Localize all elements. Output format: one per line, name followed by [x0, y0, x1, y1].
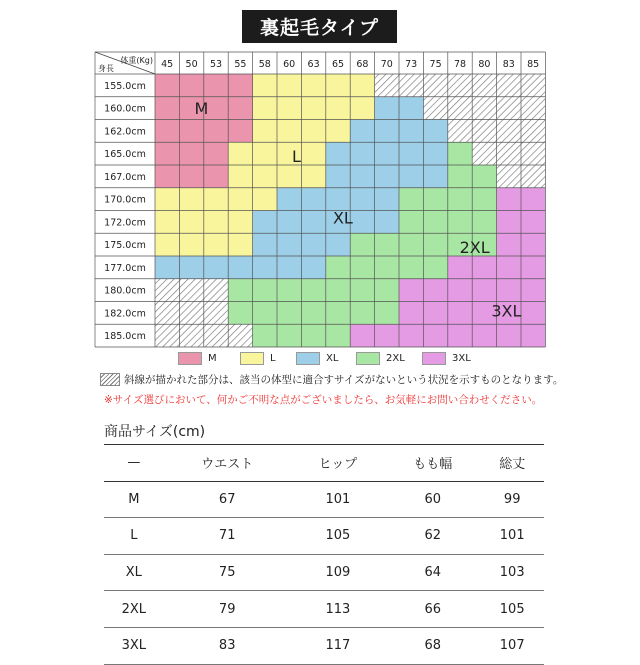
- size-cell: [301, 142, 325, 165]
- hatched-note-text: 斜線が描かれた部分は、該当の体型に適合すサイズがないという状況を示すものとなります。: [124, 374, 564, 386]
- size-cell: [228, 211, 252, 234]
- table-cell: 113: [291, 591, 385, 628]
- size-cell: [326, 165, 350, 188]
- table-cell: 105: [480, 591, 544, 628]
- size-cell: [326, 302, 350, 325]
- size-cell: [155, 142, 179, 165]
- size-cell: [155, 233, 179, 256]
- size-cell: [423, 211, 447, 234]
- size-region-label: L: [292, 146, 301, 166]
- size-cell: [472, 188, 496, 211]
- table-cell: 101: [480, 518, 544, 555]
- weight-axis-label: 体重(Kg): [120, 56, 153, 65]
- table-cell: 66: [385, 591, 480, 628]
- size-cell: [326, 74, 350, 97]
- size-cell: [350, 74, 374, 97]
- table-header-cell: もも幅: [385, 445, 480, 482]
- size-region-label: 3XL: [491, 301, 522, 321]
- table-cell: M: [104, 481, 164, 518]
- size-cell: [521, 302, 545, 325]
- size-cell: [497, 211, 521, 234]
- hatched-cell: [448, 97, 472, 120]
- size-cell: [423, 120, 447, 143]
- legend-swatch: [178, 352, 202, 365]
- weight-header: 60: [283, 59, 296, 70]
- weight-header: 68: [356, 59, 369, 70]
- size-cell: [448, 211, 472, 234]
- hatched-cell: [521, 74, 545, 97]
- size-cell: [204, 74, 228, 97]
- size-cell: [350, 302, 374, 325]
- size-cell: [375, 279, 399, 302]
- size-cell: [350, 120, 374, 143]
- height-header: 185.0cm: [104, 331, 146, 343]
- table-cell: 75: [164, 554, 291, 591]
- table-cell: 99: [480, 481, 544, 518]
- size-cell: [375, 233, 399, 256]
- size-cell: [472, 256, 496, 279]
- height-header: 180.0cm: [104, 285, 146, 297]
- hatched-cell: [423, 97, 447, 120]
- size-cell: [399, 165, 423, 188]
- table-cell: 109: [291, 554, 385, 591]
- size-cell: [277, 188, 301, 211]
- legend-label: XL: [326, 353, 339, 364]
- size-cell: [228, 74, 252, 97]
- size-cell: [399, 211, 423, 234]
- size-cell: [277, 233, 301, 256]
- table-header-cell: ヒップ: [291, 445, 385, 482]
- hatched-cell: [448, 120, 472, 143]
- size-cell: [448, 256, 472, 279]
- size-cell: [521, 324, 545, 347]
- legend-label: L: [270, 353, 276, 364]
- height-axis-label: 身長: [98, 64, 114, 73]
- size-cell: [472, 324, 496, 347]
- table-header-cell: ウエスト: [164, 445, 291, 482]
- size-cell: [497, 233, 521, 256]
- table-cell: 105: [291, 518, 385, 555]
- table-cell: 107: [480, 627, 544, 664]
- size-cell: [423, 188, 447, 211]
- height-header: 175.0cm: [104, 240, 146, 252]
- size-cell: [277, 74, 301, 97]
- size-cell: [448, 302, 472, 325]
- size-cell: [521, 256, 545, 279]
- size-cell: [423, 256, 447, 279]
- table-header-cell: —: [104, 445, 164, 482]
- height-header: 165.0cm: [104, 149, 146, 161]
- legend-item: [356, 352, 405, 365]
- product-size-title: 商品サイズ(cm): [104, 424, 206, 440]
- table-row: [104, 481, 544, 518]
- hatched-cell: [497, 120, 521, 143]
- size-region-label: M: [194, 99, 209, 119]
- size-cell: [179, 120, 203, 143]
- size-cell: [155, 256, 179, 279]
- hatched-cell: [155, 324, 179, 347]
- hatched-cell: [204, 302, 228, 325]
- size-cell: [301, 302, 325, 325]
- legend-label: M: [208, 353, 217, 364]
- size-cell: [155, 74, 179, 97]
- hatched-cell: [155, 279, 179, 302]
- size-cell: [326, 324, 350, 347]
- product-size-table: [104, 444, 544, 665]
- table-cell: 2XL: [104, 591, 164, 628]
- size-cell: [179, 188, 203, 211]
- legend-item: [296, 352, 338, 365]
- size-cell: [497, 279, 521, 302]
- size-cell: [375, 120, 399, 143]
- hatched-cell: [423, 74, 447, 97]
- size-cell: [179, 233, 203, 256]
- size-cell: [228, 188, 252, 211]
- hatched-cell: [204, 324, 228, 347]
- size-cell: [228, 120, 252, 143]
- size-cell: [253, 324, 277, 347]
- hatched-cell: [521, 165, 545, 188]
- legend-swatch: [422, 352, 446, 365]
- page-title: 裏起毛タイプ: [242, 10, 397, 43]
- hatched-cell: [472, 142, 496, 165]
- size-cell: [399, 256, 423, 279]
- size-cell: [228, 165, 252, 188]
- hatched-cell: [179, 324, 203, 347]
- height-header: 172.0cm: [104, 217, 146, 229]
- legend-swatch: [296, 352, 320, 365]
- size-cell: [155, 188, 179, 211]
- hatched-cell: [155, 302, 179, 325]
- size-cell: [375, 256, 399, 279]
- size-cell: [472, 279, 496, 302]
- size-cell: [423, 165, 447, 188]
- weight-header: 75: [429, 59, 442, 70]
- size-cell: [204, 256, 228, 279]
- size-cell: [423, 233, 447, 256]
- size-cell: [253, 233, 277, 256]
- hatched-cell: [448, 74, 472, 97]
- size-cell: [399, 142, 423, 165]
- size-cell: [301, 324, 325, 347]
- hatched-cell: [472, 97, 496, 120]
- size-cell: [253, 256, 277, 279]
- table-cell: 117: [291, 627, 385, 664]
- size-cell: [228, 302, 252, 325]
- size-cell: [301, 97, 325, 120]
- table-cell: 60: [385, 481, 480, 518]
- weight-header: 70: [380, 59, 393, 70]
- size-cell: [423, 324, 447, 347]
- size-cell: [228, 142, 252, 165]
- size-legend: [0, 352, 640, 368]
- size-cell: [155, 120, 179, 143]
- table-cell: 68: [385, 627, 480, 664]
- weight-header: 73: [405, 59, 418, 70]
- hatched-cell: [204, 279, 228, 302]
- weight-header: 85: [527, 59, 540, 70]
- weight-header: 80: [478, 59, 491, 70]
- hatched-cell: [497, 142, 521, 165]
- weight-header: 53: [209, 59, 223, 70]
- size-cell: [301, 279, 325, 302]
- legend-item: [178, 352, 217, 365]
- hatched-cell: [228, 324, 252, 347]
- size-cell: [301, 74, 325, 97]
- size-cell: [350, 256, 374, 279]
- size-cell: [423, 279, 447, 302]
- size-cell: [204, 142, 228, 165]
- size-region-label: XL: [332, 208, 353, 228]
- size-cell: [399, 120, 423, 143]
- size-cell: [253, 97, 277, 120]
- size-cell: [179, 165, 203, 188]
- size-cell: [277, 324, 301, 347]
- size-cell: [301, 256, 325, 279]
- size-cell: [253, 120, 277, 143]
- size-cell: [350, 324, 374, 347]
- weight-header: 55: [234, 59, 247, 70]
- legend-label: 2XL: [386, 353, 405, 364]
- size-cell: [204, 233, 228, 256]
- size-cell: [521, 211, 545, 234]
- size-cell: [375, 211, 399, 234]
- table-cell: 64: [385, 554, 480, 591]
- height-header: 182.0cm: [104, 308, 146, 320]
- size-cell: [253, 279, 277, 302]
- size-cell: [399, 324, 423, 347]
- size-cell: [253, 302, 277, 325]
- weight-header: 50: [185, 59, 198, 70]
- table-cell: 103: [480, 554, 544, 591]
- size-cell: [253, 188, 277, 211]
- hatched-swatch-icon: [100, 373, 120, 386]
- hatched-cell: [521, 142, 545, 165]
- contact-note: ※サイズ選びにおいて、何かご不明な点がございましたら、お気軽にお問い合わせください。: [104, 394, 543, 406]
- size-cell: [179, 74, 203, 97]
- size-cell: [375, 302, 399, 325]
- size-cell: [326, 233, 350, 256]
- size-cell: [326, 256, 350, 279]
- size-cell: [228, 97, 252, 120]
- table-cell: 83: [164, 627, 291, 664]
- size-cell: [228, 256, 252, 279]
- size-cell: [350, 188, 374, 211]
- size-cell: [399, 97, 423, 120]
- hatched-cell: [179, 279, 203, 302]
- height-header: 160.0cm: [104, 103, 146, 115]
- table-row: [104, 518, 544, 555]
- table-row: [104, 627, 544, 664]
- weight-header: 45: [161, 59, 174, 70]
- size-cell: [326, 120, 350, 143]
- size-cell: [399, 279, 423, 302]
- size-cell: [423, 142, 447, 165]
- size-cell: [448, 142, 472, 165]
- table-cell: 67: [164, 481, 291, 518]
- size-cell: [253, 165, 277, 188]
- size-cell: [277, 279, 301, 302]
- height-header: 177.0cm: [104, 262, 146, 274]
- table-cell: 3XL: [104, 627, 164, 664]
- size-cell: [179, 211, 203, 234]
- size-cell: [497, 256, 521, 279]
- legend-swatch: [356, 352, 380, 365]
- size-cell: [179, 256, 203, 279]
- hatched-cell: [472, 74, 496, 97]
- size-cell: [472, 211, 496, 234]
- size-cell: [155, 211, 179, 234]
- size-cell: [277, 302, 301, 325]
- size-cell: [521, 188, 545, 211]
- hatched-cell: [497, 74, 521, 97]
- size-cell: [277, 165, 301, 188]
- table-header-row: [104, 445, 544, 482]
- size-cell: [155, 165, 179, 188]
- size-cell: [448, 165, 472, 188]
- table-cell: L: [104, 518, 164, 555]
- size-cell: [472, 165, 496, 188]
- size-cell: [253, 142, 277, 165]
- legend-item: [422, 352, 471, 365]
- size-cell: [350, 279, 374, 302]
- hatched-cell: [521, 97, 545, 120]
- weight-header: 63: [307, 59, 320, 70]
- weight-header: 65: [331, 59, 345, 70]
- size-cell: [521, 233, 545, 256]
- hatched-cell: [375, 74, 399, 97]
- size-cell: [326, 142, 350, 165]
- size-cell: [399, 233, 423, 256]
- size-cell: [423, 302, 447, 325]
- size-cell: [228, 233, 252, 256]
- table-cell: 79: [164, 591, 291, 628]
- legend-swatch: [240, 352, 264, 365]
- size-cell: [399, 302, 423, 325]
- size-cell: [326, 97, 350, 120]
- size-region-label: 2XL: [459, 237, 490, 257]
- size-cell: [350, 142, 374, 165]
- table-row: [104, 554, 544, 591]
- height-header: 162.0cm: [104, 126, 146, 138]
- table-cell: XL: [104, 554, 164, 591]
- weight-header: 78: [453, 59, 467, 70]
- size-cell: [375, 97, 399, 120]
- size-cell: [301, 188, 325, 211]
- size-cell: [204, 211, 228, 234]
- size-cell: [301, 233, 325, 256]
- hatched-cell: [179, 302, 203, 325]
- size-cell: [301, 211, 325, 234]
- size-cell: [497, 188, 521, 211]
- size-cell: [497, 324, 521, 347]
- size-cell: [253, 74, 277, 97]
- hatched-cell: [399, 74, 423, 97]
- height-header: 167.0cm: [104, 171, 146, 183]
- size-cell: [301, 165, 325, 188]
- height-header: 155.0cm: [104, 80, 146, 92]
- hatched-cell: [497, 97, 521, 120]
- size-cell: [448, 324, 472, 347]
- table-cell: 101: [291, 481, 385, 518]
- size-cell: [204, 188, 228, 211]
- table-header-cell: 総丈: [480, 445, 544, 482]
- size-cell: [253, 211, 277, 234]
- weight-header: 58: [258, 59, 271, 70]
- size-cell: [301, 120, 325, 143]
- size-cell: [375, 165, 399, 188]
- table-cell: 62: [385, 518, 480, 555]
- size-cell: [277, 211, 301, 234]
- hatched-cell: [497, 165, 521, 188]
- size-cell: [375, 188, 399, 211]
- size-cell: [399, 188, 423, 211]
- size-cell: [204, 165, 228, 188]
- size-cell: [350, 165, 374, 188]
- size-cell: [326, 279, 350, 302]
- size-cell: [277, 256, 301, 279]
- size-cell: [375, 142, 399, 165]
- hatched-note: [100, 372, 563, 387]
- size-cell: [350, 211, 374, 234]
- size-cell: [521, 279, 545, 302]
- size-cell: [350, 97, 374, 120]
- size-cell: [204, 120, 228, 143]
- size-cell: [179, 142, 203, 165]
- size-cell: [448, 279, 472, 302]
- size-cell: [350, 233, 374, 256]
- size-cell: [228, 279, 252, 302]
- height-header: 170.0cm: [104, 194, 146, 206]
- legend-label: 3XL: [452, 353, 471, 364]
- hatched-cell: [472, 120, 496, 143]
- table-cell: 71: [164, 518, 291, 555]
- hatched-cell: [521, 120, 545, 143]
- size-cell: [155, 97, 179, 120]
- size-cell: [326, 188, 350, 211]
- legend-item: [240, 352, 276, 365]
- size-cell: [375, 324, 399, 347]
- weight-header: 83: [502, 59, 515, 70]
- size-cell: [277, 97, 301, 120]
- size-cell: [277, 120, 301, 143]
- table-row: [104, 591, 544, 628]
- size-cell: [448, 188, 472, 211]
